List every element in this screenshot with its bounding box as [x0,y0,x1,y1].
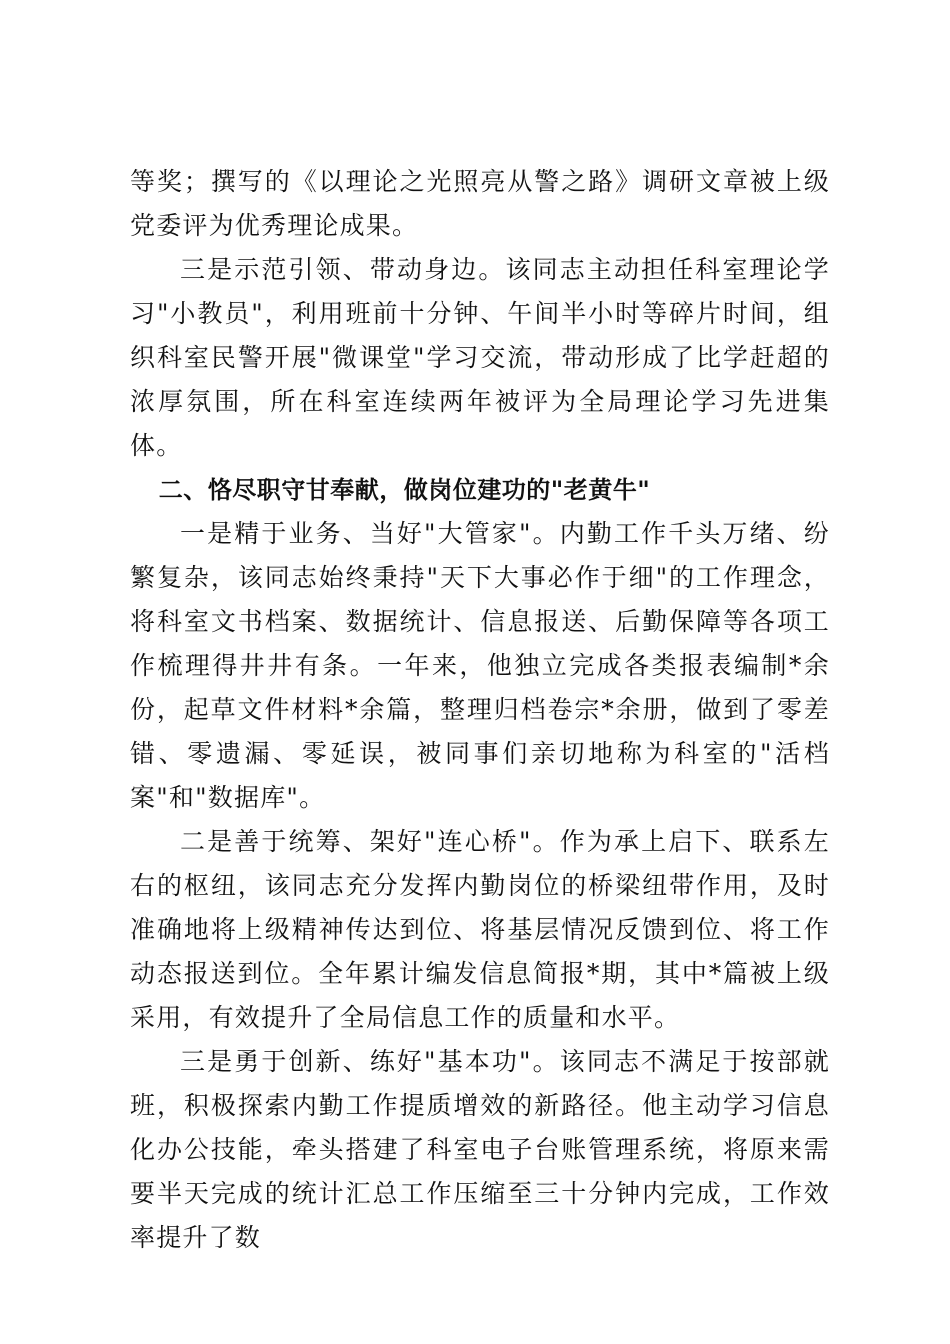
paragraph-role-model: 三是示范引领、带动身边。该同志主动担任科室理论学习"小教员"，利用班前十分钟、午间半小时等碎片时间，组织科室民警开展"微课堂"学习交流，带动形成了比学赶超的浓厚氛围，所在科室连续两年被评为全局理论学习先进集体。 [130,255,830,460]
paragraph-continued: 等奖；撰写的《以理论之光照亮从警之路》调研文章被上级党委评为优秀理论成果。 [130,167,830,240]
paragraph-innovation: 三是勇于创新、练好"基本功"。该同志不满足于按部就班，积极探索内勤工作提质增效的新路径。他主动学习信息化办公技能，牵头搭建了科室电子台账管理系统，将原来需要半天完成的统计汇总工作压缩至三十分钟内完成，工作效率提升了数 [130,1047,830,1252]
document-body [130,160,830,1260]
paragraph-coordination: 二是善于统筹、架好"连心桥"。作为承上启下、联系左右的枢纽，该同志充分发挥内勤岗位的桥梁纽带作用，及时准确地将上级精神传达到位、将基层情况反馈到位、将工作动态报送到位。全年累计编发信息简报*期，其中*篇被上级采用，有效提升了全局信息工作的质量和水平。 [130,827,830,1032]
section-heading-2: 二、恪尽职守甘奉献，做岗位建功的"老黄牛" [158,476,651,504]
paragraph-business: 一是精于业务、当好"大管家"。内勤工作千头万绪、纷繁复杂，该同志始终秉持"天下大事必作于细"的工作理念，将科室文书档案、数据统计、信息报送、后勤保障等各项工作梳理得井井有条。一年来，他独立完成各类报表编制*余份，起草文件材料*余篇，整理归档卷宗*余册，做到了零差错、零遗漏、零延误，被同事们亲切地称为科室的"活档案"和"数据库"。 [130,519,830,812]
